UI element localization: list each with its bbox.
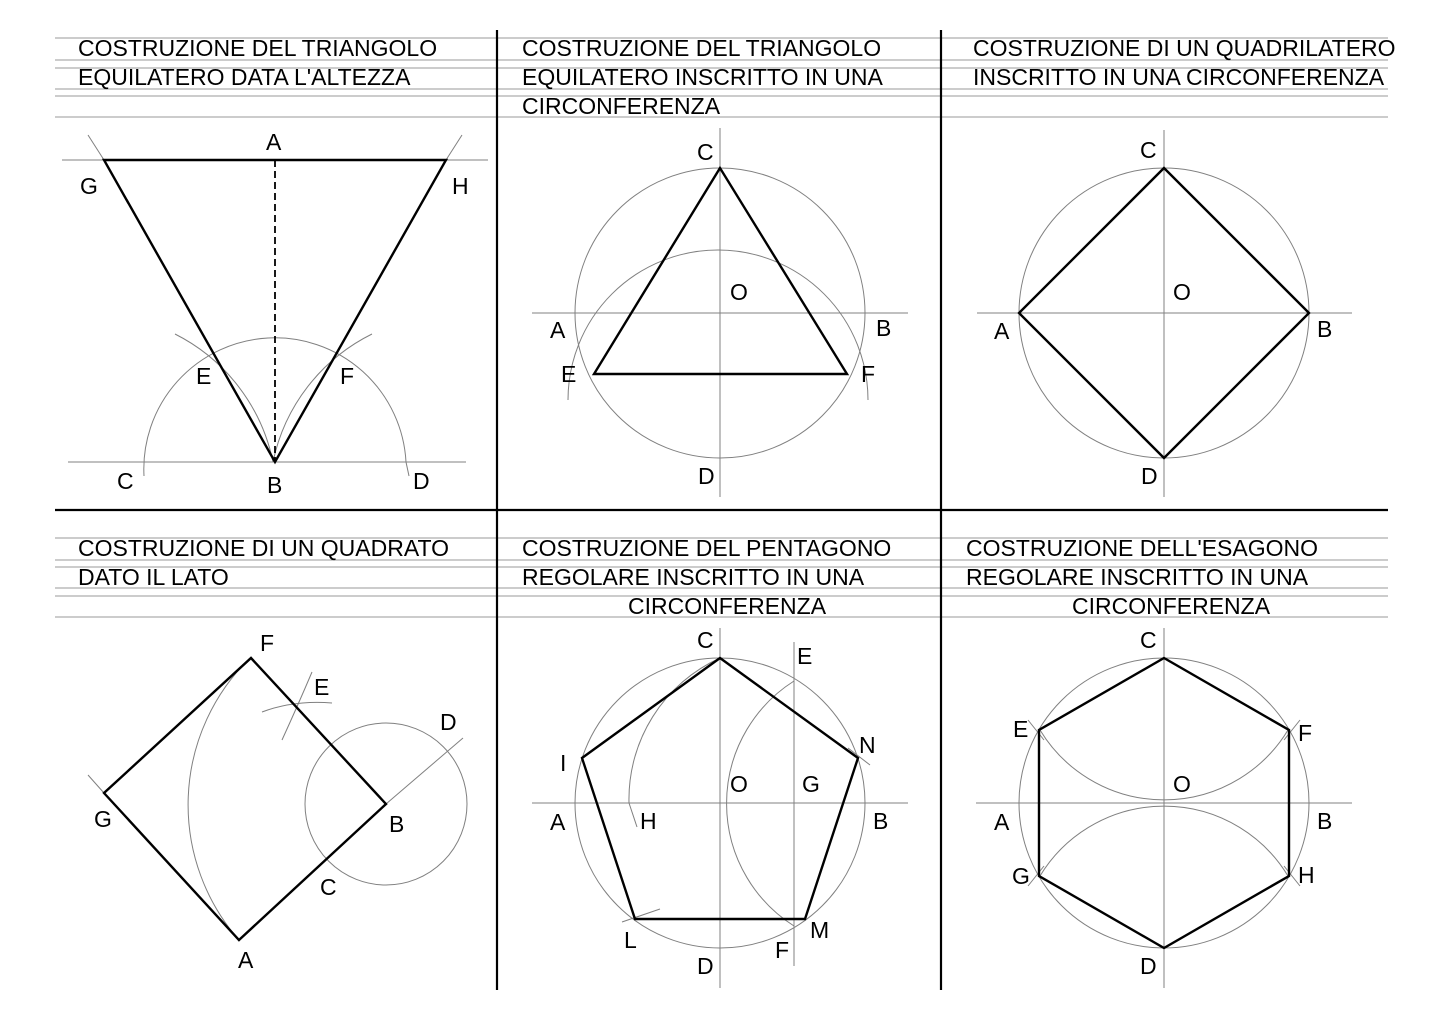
point-label-c: C: [320, 874, 337, 900]
panel-title-line-2: EQUILATERO INSCRITTO IN UNA: [522, 64, 883, 90]
panel-title-line-3: CIRCONFERENZA: [522, 93, 721, 119]
point-label-d: D: [440, 709, 457, 735]
point-label-c: C: [697, 139, 714, 165]
point-label-o: O: [730, 279, 748, 305]
construction-guides: [532, 628, 908, 988]
panel-title-line-1: COSTRUZIONE DEL TRIANGOLO: [78, 35, 438, 61]
point-label-h: H: [452, 173, 469, 199]
point-label-m: M: [810, 917, 830, 943]
panel-title-line-2: INSCRITTO IN UNA CIRCONFERENZA: [973, 64, 1385, 90]
point-label-d: D: [1141, 463, 1158, 489]
point-label-h: H: [1298, 862, 1315, 888]
point-label-f: F: [861, 361, 876, 387]
point-label-i: I: [560, 750, 567, 776]
point-label-b: B: [876, 315, 892, 341]
point-label-f: F: [260, 630, 275, 656]
panel-title-line-2: REGOLARE INSCRITTO IN UNA: [522, 564, 865, 590]
panel-triangle-height: [62, 35, 488, 498]
panel-title-line-1: COSTRUZIONE DI UN QUADRATO: [78, 535, 449, 561]
point-label-b: B: [873, 808, 889, 834]
point-label-o: O: [1173, 771, 1191, 797]
point-label-g: G: [1012, 863, 1030, 889]
point-label-b: B: [389, 811, 405, 837]
construction-guides: [532, 128, 908, 497]
panel-title-line-3: CIRCONFERENZA: [628, 593, 827, 619]
point-label-e: E: [1013, 716, 1029, 742]
point-label-a: A: [266, 129, 282, 155]
panel-title-line-1: COSTRUZIONE DEL TRIANGOLO: [522, 35, 882, 61]
point-label-c: C: [117, 468, 134, 494]
panel-triangle-inscribed: [522, 35, 908, 497]
point-label-f: F: [1298, 720, 1313, 746]
point-label-n: N: [859, 732, 876, 758]
point-label-c: C: [1140, 627, 1157, 653]
point-label-d: D: [413, 468, 430, 494]
point-label-e: E: [797, 643, 813, 669]
point-label-c: C: [1140, 137, 1157, 163]
panel-title-line-1: COSTRUZIONE DEL PENTAGONO: [522, 535, 892, 561]
point-label-e: E: [314, 674, 330, 700]
point-label-a: A: [550, 809, 566, 835]
panel-square-side: [78, 535, 467, 973]
construction-guides: [977, 130, 1352, 497]
point-label-c: C: [697, 627, 714, 653]
point-label-a: A: [238, 947, 254, 973]
panel-title-line-2: DATO IL LATO: [78, 564, 229, 590]
panel-title-line-1: COSTRUZIONE DELL'ESAGONO: [966, 535, 1319, 561]
point-label-a: A: [550, 317, 566, 343]
point-label-g: G: [802, 771, 820, 797]
point-label-a: A: [994, 318, 1010, 344]
square-abfg: [104, 658, 386, 940]
point-label-g: G: [94, 806, 112, 832]
panel-pentagon-inscribed: [522, 535, 908, 988]
point-label-f: F: [775, 937, 790, 963]
point-label-b: B: [267, 472, 283, 498]
point-label-b: B: [1317, 316, 1333, 342]
construction-guides: [976, 628, 1352, 988]
panel-hexagon-inscribed: [966, 535, 1352, 988]
point-label-d: D: [698, 463, 715, 489]
panel-title-line-2: EQUILATERO DATA L'ALTEZZA: [78, 64, 411, 90]
point-label-b: B: [1317, 808, 1333, 834]
panel-frame: [55, 30, 1388, 990]
panel-quadrilateral-inscribed: [973, 35, 1396, 497]
point-label-g: G: [80, 173, 98, 199]
point-label-d: D: [697, 953, 714, 979]
point-label-o: O: [1173, 279, 1191, 305]
point-label-l: L: [624, 927, 637, 953]
panel-title-line-1: COSTRUZIONE DI UN QUADRILATERO: [973, 35, 1396, 61]
panel-title-line-2: REGOLARE INSCRITTO IN UNA: [966, 564, 1309, 590]
point-label-d: D: [1140, 953, 1157, 979]
point-label-e: E: [196, 363, 212, 389]
point-label-a: A: [994, 809, 1010, 835]
construction-guides: [88, 658, 467, 940]
point-label-h: H: [640, 808, 657, 834]
point-label-f: F: [340, 363, 355, 389]
point-label-e: E: [561, 361, 577, 387]
point-label-o: O: [730, 771, 748, 797]
panel-title-line-3: CIRCONFERENZA: [1072, 593, 1271, 619]
